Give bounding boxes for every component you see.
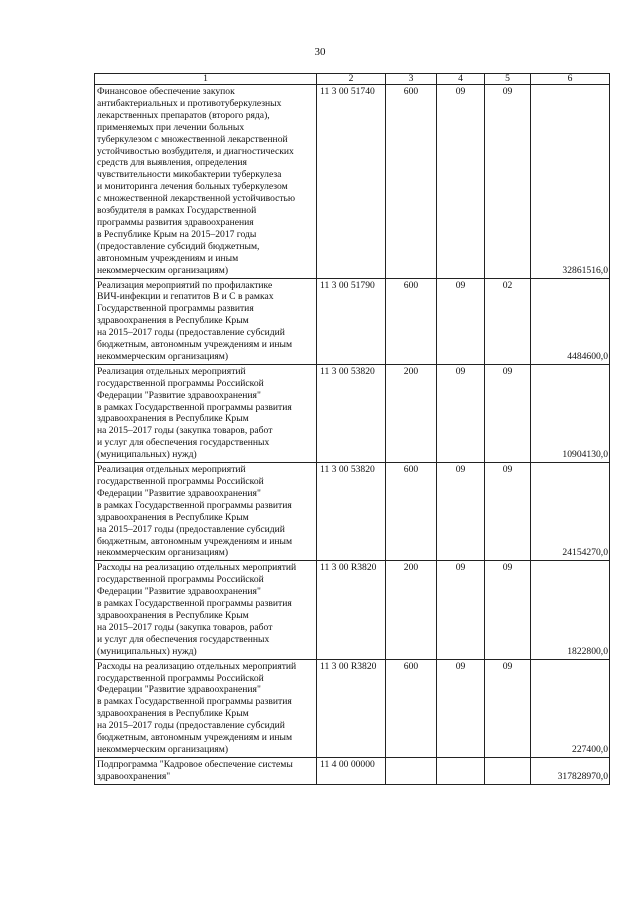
row-amount: 227400,0 <box>531 659 610 757</box>
row-subsection: 02 <box>485 278 531 364</box>
row-amount: 4484600,0 <box>531 278 610 364</box>
table-row <box>95 757 610 784</box>
row-amount: 317828970,0 <box>531 757 610 784</box>
row-section <box>437 757 485 784</box>
row-expense-type: 600 <box>386 463 437 561</box>
row-section: 09 <box>437 85 485 279</box>
row-description: Реализация отдельных мероприятий государственной программы Российской Федерации "Развитие здравоохранения" в рамках Государственной программы развития здравоохранения в Республике Крым на 2015–2017 годы (закупка товаров, работ и услуг для обеспечения государственных (муниципальных) нужд) <box>95 364 317 462</box>
row-section: 09 <box>437 278 485 364</box>
row-description: Реализация мероприятий по профилактике ВИЧ-инфекции и гепатитов В и С в рамках Государственной программы развития здравоохранения в Республике Крым на 2015–2017 годы (предоставление субсидий бюджетным, автономным учреждениям и иным некоммерческим организациям) <box>95 278 317 364</box>
row-description: Подпрограмма "Кадровое обеспечение системы здравоохранения" <box>95 757 317 784</box>
table-row <box>95 659 610 757</box>
page-number: 30 <box>314 46 326 58</box>
row-description: Финансовое обеспечение закупок антибактериальных и противотуберкулезных лекарственных препаратов (второго ряда), применяемых при лечении больных туберкулезом с множественной лекарственной устойчивостью возбудителя, и диагностических средств для выявления, определения чувствительности микобактерии туберкулеза и мониторинга лечения больных туберкулезом с множественной лекарственной устойчивостью возбудителя в рамках Государственной программы развития здравоохранения в Республике Крым на 2015–2017 годы (предоставление субсидий бюджетным, автономным учреждениям и иным некоммерческим организациям) <box>95 85 317 279</box>
table-row <box>95 278 610 364</box>
table-row <box>95 364 610 462</box>
row-amount: 1822800,0 <box>531 561 610 659</box>
row-description: Реализация отдельных мероприятий государственной программы Российской Федерации "Развитие здравоохранения" в рамках Государственной программы развития здравоохранения в Республике Крым на 2015–2017 годы (предоставление субсидий бюджетным, автономным учреждениям и иным некоммерческим организациям) <box>95 463 317 561</box>
row-amount: 32861516,0 <box>531 85 610 279</box>
row-expense-type: 200 <box>386 364 437 462</box>
column-header: 4 <box>437 74 485 85</box>
row-target-code: 11 3 00 53820 <box>317 463 386 561</box>
column-header: 2 <box>317 74 386 85</box>
row-target-code: 11 3 00 R3820 <box>317 659 386 757</box>
column-header: 3 <box>386 74 437 85</box>
row-target-code: 11 3 00 51740 <box>317 85 386 279</box>
row-target-code: 11 3 00 53820 <box>317 364 386 462</box>
row-expense-type: 600 <box>386 278 437 364</box>
row-amount: 10904130,0 <box>531 364 610 462</box>
row-expense-type: 200 <box>386 561 437 659</box>
column-number-row <box>95 74 610 85</box>
row-description: Расходы на реализацию отдельных мероприятий государственной программы Российской Федерации "Развитие здравоохранения" в рамках Государственной программы развития здравоохранения в Республике Крым на 2015–2017 годы (предоставление субсидий бюджетным, автономным учреждениям и иным некоммерческим организациям) <box>95 659 317 757</box>
column-header: 5 <box>485 74 531 85</box>
row-description: Расходы на реализацию отдельных мероприятий государственной программы Российской Федерации "Развитие здравоохранения" в рамках Государственной программы развития здравоохранения в Республике Крым на 2015–2017 годы (закупка товаров, работ и услуг для обеспечения государственных (муниципальных) нужд) <box>95 561 317 659</box>
row-subsection <box>485 757 531 784</box>
row-section: 09 <box>437 463 485 561</box>
table-row <box>95 85 610 279</box>
column-header: 6 <box>531 74 610 85</box>
row-expense-type: 600 <box>386 85 437 279</box>
table-row <box>95 561 610 659</box>
row-target-code: 11 3 00 51790 <box>317 278 386 364</box>
row-subsection: 09 <box>485 659 531 757</box>
budget-table <box>94 73 610 785</box>
row-section: 09 <box>437 561 485 659</box>
row-expense-type: 600 <box>386 659 437 757</box>
row-subsection: 09 <box>485 85 531 279</box>
row-target-code: 11 3 00 R3820 <box>317 561 386 659</box>
row-expense-type <box>386 757 437 784</box>
row-subsection: 09 <box>485 561 531 659</box>
table-row <box>95 463 610 561</box>
row-section: 09 <box>437 659 485 757</box>
row-amount: 24154270,0 <box>531 463 610 561</box>
row-subsection: 09 <box>485 463 531 561</box>
row-section: 09 <box>437 364 485 462</box>
row-target-code: 11 4 00 00000 <box>317 757 386 784</box>
row-subsection: 09 <box>485 364 531 462</box>
column-header: 1 <box>95 74 317 85</box>
